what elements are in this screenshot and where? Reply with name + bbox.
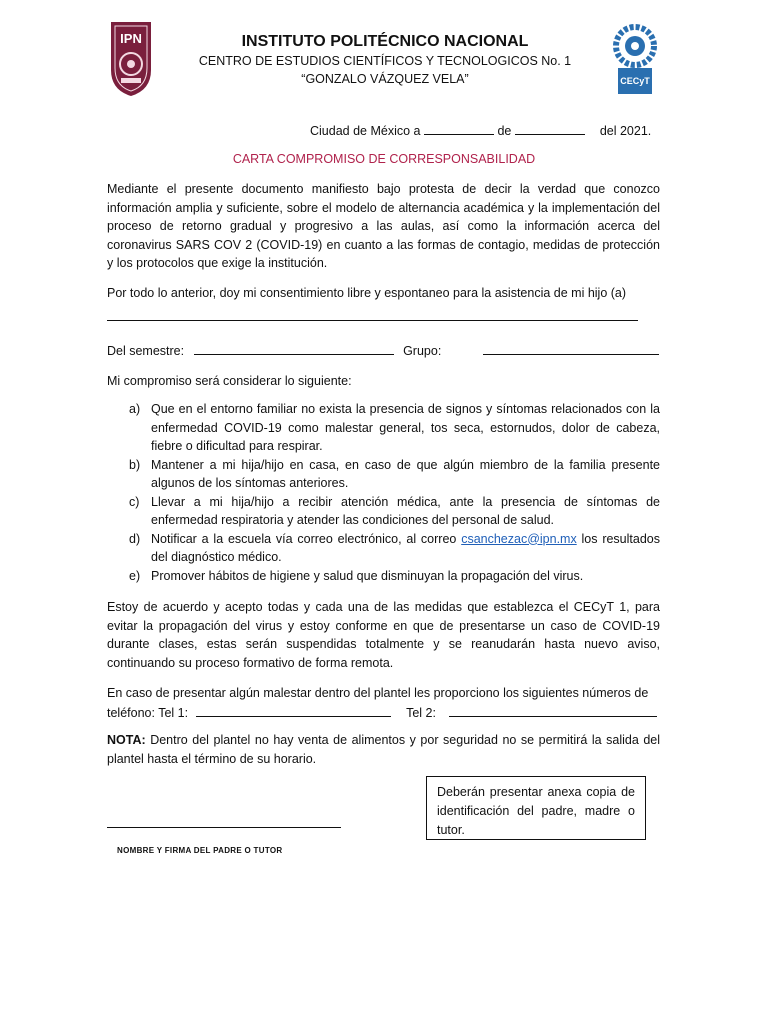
tel2-field[interactable] [449,703,657,717]
center-subtitle: CENTRO DE ESTUDIOS CIENTÍFICOS Y TECNOLOGICOS No. 1 [198,54,572,68]
nota-paragraph [107,731,660,768]
commitment-list [107,400,660,585]
signature-field[interactable] [107,827,341,828]
phones-row [107,703,667,723]
date-line [310,121,660,141]
phones-intro: En caso de presentar algún malestar dentro del plantel les proporciono los siguientes números de [107,686,649,700]
nota-text: Dentro del plantel no hay venta de alimentos y por seguridad no se permitirá la salida del plantel hasta el término de su horario. [107,733,660,766]
agreement-paragraph: Estoy de acuerdo y acepto todas y cada una de las medidas que establezca el CECyT 1, para evitar la propagación del virus y estoy conforme en que de presentarse un caso de COVID-19 durante clases, estas serán suspendidas totalmente y se reanudarán hasta nuevo aviso, continuando su proceso formativo de forma remota. [107,600,660,670]
date-suffix: del 2021. [599,124,652,138]
institution-title: INSTITUTO POLITÉCNICO NACIONAL [241,33,529,50]
document-title: CARTA COMPROMISO DE CORRESPONSABILIDAD [232,152,536,166]
list-item: d) Notificar a la escuela vía correo electrónico, al correo csanchezac@ipn.mx los resultados del diagnóstico médico. [129,531,660,564]
signature-label: NOMBRE Y FIRMA DEL PADRE O TUTOR [117,846,283,855]
tel2-label: Tel 2: [406,706,436,720]
group-field[interactable] [483,341,659,355]
list-item: b) Mantener a mi hija/hijo en casa, en caso de que algún miembro de la familia presente algunos de los síntomas anteriores. [129,457,660,490]
date-middle: de [497,124,512,138]
id-copy-note-box: Deberán presentar anexa copia de identificación del padre, madre o tutor. [426,776,646,840]
list-item: a) Que en el entorno familiar no exista la presencia de signos y síntomas relacionados con la enfermedad COVID-19 como malestar general, tos seca, estornudos, dolor de cabeza, fiebre o dificultad para respirar. [129,402,660,453]
school-name: “GONZALO VÁZQUEZ VELA” [301,72,469,86]
month-field[interactable] [515,121,585,135]
cecyt-logo-text: CECyT [620,76,650,86]
email-link[interactable]: csanchezac@ipn.mx [461,531,577,546]
commitment-heading: Mi compromiso será considerar lo siguiente: [107,374,352,388]
tel1-label: teléfono: Tel 1: [107,706,189,720]
consent-line: Por todo lo anterior, doy mi consentimiento libre y espontaneo para la asistencia de mi hijo (a) [107,286,627,300]
list-item: e) Promover hábitos de higiene y salud que disminuyan la propagación del virus. [129,568,584,583]
list-item: c) Llevar a mi hija/hijo a recibir atención médica, ante la presencia de síntomas de enfermedad respiratoria y atender las condiciones del personal de salud. [129,494,660,527]
ipn-logo [107,18,155,98]
group-label: Grupo: [403,344,442,358]
semester-field[interactable] [194,341,394,355]
semester-row [107,341,667,361]
semester-label: Del semestre: [107,344,185,358]
ipn-logo-text: IPN [120,31,142,46]
cecyt-logo [612,16,658,102]
day-field[interactable] [424,121,494,135]
intro-paragraph: Mediante el presente documento manifiesto bajo protesta de decir la verdad que conozco información amplia y suficiente, sobre el modelo de alternancia académica y la implementación del proceso de retorno gradual y progresivo a las aulas, así como la información acerca del coronavirus SARS COV 2 (COVID-19) en cuanto a las formas de contagio, medidas de protección y los protocolos que exige la institución. [107,182,660,270]
child-name-field[interactable] [107,320,638,321]
nota-label: NOTA: [107,733,146,747]
date-prefix: Ciudad de México a [310,124,421,138]
tel1-field[interactable] [196,703,391,717]
